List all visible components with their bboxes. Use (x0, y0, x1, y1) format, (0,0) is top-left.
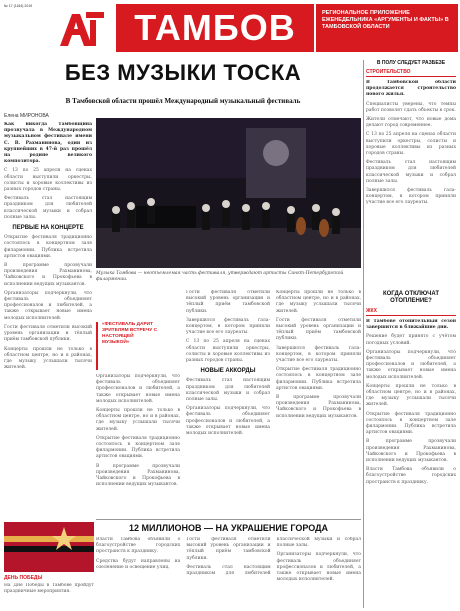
stamp-label: ДЕНЬ ПОБЕДЫ (4, 575, 43, 581)
article-column-1 (4, 122, 92, 517)
paragraph: В программе прозвучали произведения Рахманинова, Чайковского и Прокофьева в исполнении ведущих музыкантов. (276, 395, 361, 419)
byline: Елена МИРОНОВА (4, 113, 49, 119)
paragraph: Гости фестиваля отметили высокий уровень организации и тёплый приём тамбовской публики. (276, 317, 361, 342)
paragraph: Гости фестиваля отметили высокий уровень организации и тёплый приём тамбовской публики. (186, 290, 270, 314)
paragraph: Власти Тамбова объявили о благоустройстве городских пространств к празднику. (366, 467, 456, 485)
paragraph: Гости фестиваля отметили высокий уровень организации и тёплый приём тамбовской публики. (4, 324, 92, 343)
masthead-title-text: ТАМБОВ (134, 7, 296, 48)
article-column-3 (186, 290, 270, 515)
paragraph: Фестиваль стал настоящим праздником для любителей классической музыки и собрал полные залы. (366, 160, 456, 184)
paragraph: Организаторы подчеркнули, что фестиваль объединяет профессионалов и любителей, а также открывает новые имена молодых исполнителей. (276, 552, 361, 583)
divider (96, 519, 361, 520)
paragraph: Открытие фестиваля традиционно состоялось в концертном зале филармонии. Публика встретила артистов овациями. (366, 411, 456, 436)
sidebar-body-2 (366, 319, 456, 559)
paragraph: Открытие фестиваля традиционно состоялось в концертном зале филармонии. Публика встретила артистов овациями. (96, 435, 180, 460)
paragraph: Концерты прошли не только в областном центре, но и в районах, где музыку услышали тысячи жителей. (276, 290, 361, 314)
article-lead: Как никогда Тамбовщина прозвучала в Международном музыкальном фестивале имени С. В. Рахманинова, один из крупнейших в 47-й раз прошёл на родине великого композитора. (4, 122, 92, 165)
aif-logo (50, 6, 108, 52)
paragraph: Завершился фестиваль гала-концертом, в котором приняли участие все его лауреаты. (276, 345, 361, 364)
paragraph: В программе прозвучали произведения Рахманинова, Чайковского и Прокофьева в исполнении ведущих музыкантов. (4, 263, 92, 287)
section-heading: ПЕРВЫЕ НА КОНЦЕРТЕ (12, 225, 84, 232)
paragraph: Организаторы подчеркнули, что фестиваль объединяет профессионалов и любителей, а также открывает новые имена молодых исполнителей. (96, 374, 180, 404)
paragraph: В программе прозвучали произведения Рахманинова, Чайковского и Прокофьева в исполнении ведущих музыкантов. (96, 463, 180, 488)
paragraph: Специалисты уверены, что темпы работ позволят сдать объекты в срок. (366, 101, 456, 113)
paragraph: Жители отмечают, что новые дома делают город современнее. (366, 117, 456, 129)
paragraph: Фестиваль стал настоящим праздником для любителей классической музыки и собрал полные залы. (4, 196, 92, 220)
sidebar-lead: В Тамбовской области продолжается строительство нового жилья. (366, 80, 456, 98)
paragraph: Завершился фестиваль гала-концертом, в котором приняли участие все его лауреаты. (366, 188, 456, 206)
paragraph: С 13 по 25 апреля на сценах области выступили оркестры, солисты и хоровые коллективы из разных городов страны. (366, 132, 456, 157)
supplement-box (316, 4, 458, 52)
stamp-text: На Дне Победы в Тамбове пройдут праздничные мероприятия. (4, 583, 94, 595)
paragraph: Концерты прошли не только в областном центре, но и в районах, где музыку услышали тысячи жителей. (4, 346, 92, 371)
paragraph: В Тамбове отопительный сезон завершится в ближайшие дни. (366, 319, 456, 331)
paragraph: Фестиваль стал настоящим праздником для любителей классической музыки и собрал полные залы. (186, 537, 361, 577)
paragraph: Концерты прошли не только в областном центре, но и в районах, где музыку услышали тысячи жителей. (366, 383, 456, 408)
issue-info: № 17 (1164) 2019 (4, 4, 33, 8)
sidebar-headline-2: КОГДА ОТКЛЮЧАТ ОТОПЛЕНИЕ? (382, 291, 440, 304)
paragraph: Фестиваль стал настоящим праздником для любителей классической музыки и собрал полные залы. (186, 378, 270, 403)
masthead (4, 4, 458, 54)
paragraph: Организаторы подчеркнули, что фестиваль объединяет профессионалов и любителей, а также открывает новые имена молодых исполнителей. (366, 349, 456, 380)
supplement-text: РЕГИОНАЛЬНОЕ ПРИЛОЖЕНИЕ ЕЖЕНЕДЕЛЬНИКА «АРГУМЕНТЫ И ФАКТЫ» В ТАМБОВСКОЙ ОБЛАСТИ (322, 10, 449, 30)
paragraph: Завершился фестиваль гала-концертом, в котором приняли участие все его лауреаты. (186, 317, 270, 336)
article-subhead: В Тамбовской области прошёл Международный музыкальный фестиваль (65, 97, 301, 105)
article-column-4 (276, 290, 361, 515)
paragraph: С 13 по 25 апреля на сценах области выступили оркестры, солисты и хоровые коллективы из разных городов страны. (4, 168, 92, 193)
photo-caption: Музыка Тамбова — неотъемлемая часть фестиваля, утверждают артисты Санкт-Петербургской филармонии. (96, 271, 344, 282)
paragraph: Концерты прошли не только в областном центре, но и в районах, где музыку услышали тысячи жителей. (96, 408, 180, 432)
paragraph: С 13 по 25 апреля на сценах области выступили оркестры, солисты и хоровые коллективы из разных городов страны. (186, 339, 270, 364)
paragraph: Средства будут направлены на озеленение и освещение улиц. (96, 558, 181, 570)
pull-quote: «ФЕСТИВАЛЬ ДАРИТ ЗРИТЕЛЯМ ВСТРЕЧУ С НАСТОЯЩЕЙ МУЗЫКОЙ» (96, 322, 158, 370)
sidebar-kicker: СТРОИТЕЛЬСТВО (366, 69, 456, 77)
column-divider (363, 60, 364, 608)
section-heading: НОВЫЕ АККОРДЫ (200, 368, 256, 375)
bottom-headline: 12 МИЛЛИОНОВ — НА УКРАШЕНИЕ ГОРОДА (128, 523, 329, 533)
paragraph: Решение будет принято с учётом погодных условий. (366, 334, 456, 346)
article-headline: БЕЗ МУЗЫКИ ТОСКА (64, 60, 302, 85)
victory-day-stamp (4, 522, 94, 572)
sidebar-body (366, 80, 456, 285)
bottom-article (96, 537, 361, 607)
paragraph: В программе прозвучали произведения Рахманинова, Чайковского и Прокофьева в исполнении ведущих музыкантов. (366, 439, 456, 464)
paragraph: Гости фестиваля отметили высокий уровень организации и тёплый приём тамбовской публики. (186, 537, 271, 561)
paragraph: Организаторы подчеркнули, что фестиваль объединяет профессионалов и любителей, а также открывает новые имена молодых исполнителей. (4, 290, 92, 321)
sidebar (366, 60, 456, 559)
paragraph: Открытие фестиваля традиционно состоялось в концертном зале филармонии. Публика встретила артистов овациями. (4, 235, 92, 259)
paragraph: Власти Тамбова объявили о благоустройстве городских пространств к празднику. (96, 537, 181, 555)
masthead-title (116, 4, 314, 52)
paragraph: Организаторы подчеркнули, что фестиваль объединяет профессионалов и любителей, а также открывает новые имена молодых исполнителей. (186, 406, 270, 437)
sidebar-headline: В ПОЛУ СЛЕДУЕТ РАЗБЕЗЕ (376, 60, 446, 66)
article-column-2 (96, 374, 180, 514)
sidebar-kicker-2: ЖКХ (366, 308, 456, 316)
concert-photo (96, 118, 361, 268)
paragraph: Открытие фестиваля традиционно состоялось в концертном зале филармонии. Публика встретила артистов овациями. (276, 367, 361, 391)
